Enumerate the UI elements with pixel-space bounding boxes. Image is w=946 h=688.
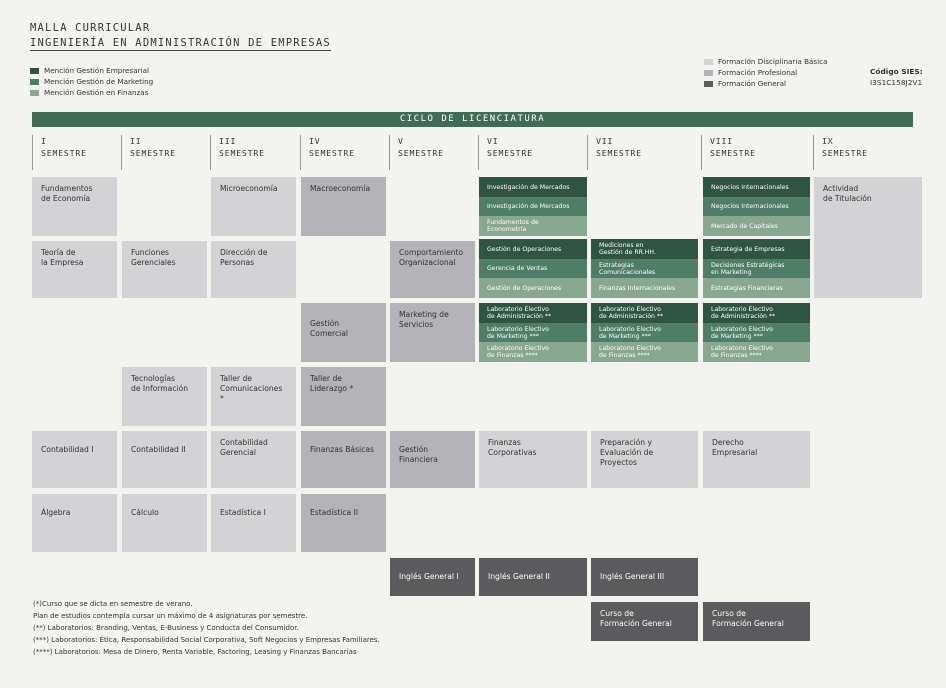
- mencion-course-finanzas[interactable]: Gestión de Operaciones: [479, 278, 587, 298]
- legend-label: Formación General: [718, 79, 787, 88]
- sies-label: Código SIES:: [870, 67, 923, 76]
- course-formacion-general-1[interactable]: Curso de Formación General: [591, 602, 698, 641]
- legend-label: Formación Profesional: [718, 68, 798, 77]
- sies-code: I3S1C158J2V1: [870, 78, 923, 87]
- mencion-stack-vi-row2: [479, 239, 587, 298]
- mencion-course-empresarial[interactable]: Laboratorio Electivo de Administración **: [591, 303, 698, 323]
- mencion-course-empresarial[interactable]: Gestión de Operaciones: [479, 239, 587, 259]
- mencion-stack-viii-row2: [703, 239, 810, 298]
- footnote-4: (***) Laboratorios: Ética, Responsabilidad Social Corporativa, Soft Negocios y Empresas Familiares.: [33, 636, 380, 644]
- mencion-stack-vi-row3: [479, 303, 587, 362]
- mencion-course-finanzas[interactable]: Laboratorio Electivo de Finanzas ****: [703, 342, 810, 362]
- course-taller-liderazgo[interactable]: Taller de Liderazgo *: [301, 367, 386, 426]
- footnote-2: Plan de estudios contempla cursar un máximo de 4 asignaturas por semestre.: [33, 612, 308, 620]
- course-gestion-financiera[interactable]: Gestión Financiera: [390, 431, 475, 488]
- mencion-course-empresarial[interactable]: Laboratorio Electivo de Administración **: [703, 303, 810, 323]
- mencion-course-finanzas[interactable]: Laboratorio Electivo de Finanzas ****: [591, 342, 698, 362]
- mencion-course-finanzas[interactable]: Finanzas Internacionales: [591, 278, 698, 298]
- swatch-basica: [704, 59, 713, 65]
- mencion-stack-viii-row1: [703, 177, 810, 236]
- course-preparacion-evaluacion-proyectos[interactable]: Preparación y Evaluación de Proyectos: [591, 431, 698, 488]
- mencion-course-marketing[interactable]: Decisiones Estratégicas en Marketing: [703, 259, 810, 278]
- mencion-course-empresarial[interactable]: Estrategia de Empresas: [703, 239, 810, 259]
- swatch-finanzas: [30, 90, 39, 96]
- course-finanzas-corporativas[interactable]: Finanzas Corporativas: [479, 431, 587, 488]
- course-actividad-titulacion[interactable]: Actividad de Titulación: [814, 177, 922, 298]
- legend-mencion-finanzas: [30, 88, 148, 97]
- mencion-course-marketing[interactable]: Laboratorio Electivo de Marketing ***: [703, 323, 810, 342]
- course-ingles-1[interactable]: Inglés General I: [390, 558, 475, 596]
- course-formacion-general-2[interactable]: Curso de Formación General: [703, 602, 810, 641]
- course-comportamiento-organizacional[interactable]: Comportamiento Organizacional: [390, 241, 475, 298]
- course-finanzas-basicas[interactable]: Finanzas Básicas: [301, 431, 386, 488]
- mencion-course-empresarial[interactable]: Investigación de Mercados: [479, 177, 587, 197]
- swatch-profesional: [704, 70, 713, 76]
- course-ingles-2[interactable]: Inglés General II: [479, 558, 587, 596]
- mencion-course-empresarial[interactable]: Laboratorio Electivo de Administración **: [479, 303, 587, 323]
- mencion-course-finanzas[interactable]: Mercado de Capitales: [703, 216, 810, 236]
- course-fundamentos-economia[interactable]: Fundamentos de Economía: [32, 177, 117, 236]
- mencion-course-finanzas[interactable]: Laboratorio Electivo de Finanzas ****: [479, 342, 587, 362]
- course-algebra[interactable]: Álgebra: [32, 494, 117, 552]
- mencion-course-finanzas[interactable]: Fundamentos de Econometría: [479, 216, 587, 236]
- course-ingles-3[interactable]: Inglés General III: [591, 558, 698, 596]
- course-calculo[interactable]: Cálculo: [122, 494, 207, 552]
- course-contabilidad-gerencial[interactable]: Contabilidad Gerencial: [211, 431, 296, 488]
- legend-formacion-basica: [704, 57, 828, 66]
- cycle-band: CICLO DE LICENCIATURA: [32, 112, 913, 127]
- legend-mencion-empresarial: [30, 66, 149, 75]
- mencion-stack-viii-row3: [703, 303, 810, 362]
- mencion-course-marketing[interactable]: Negocios Internacionales: [703, 197, 810, 216]
- mencion-stack-vi-row1: [479, 177, 587, 236]
- swatch-marketing: [30, 79, 39, 85]
- semester-header-3: III SEMESTRE: [210, 135, 265, 170]
- course-microeconomia[interactable]: Microeconomía: [211, 177, 296, 236]
- mencion-course-empresarial[interactable]: Negocios Internacionales: [703, 177, 810, 197]
- mencion-course-marketing[interactable]: Laboratorio Electivo de Marketing ***: [591, 323, 698, 342]
- course-derecho-empresarial[interactable]: Derecho Empresarial: [703, 431, 810, 488]
- course-direccion-personas[interactable]: Dirección de Personas: [211, 241, 296, 298]
- legend-formacion-general: [704, 79, 786, 88]
- course-contabilidad-1[interactable]: Contabilidad I: [32, 431, 117, 488]
- semester-header-5: V SEMESTRE: [389, 135, 444, 170]
- semester-header-7: VII SEMESTRE: [587, 135, 642, 170]
- semester-header-9: IX SEMESTRE: [813, 135, 868, 170]
- course-funciones-gerenciales[interactable]: Funciones Gerenciales: [122, 241, 207, 298]
- course-teoria-empresa[interactable]: Teoría de la Empresa: [32, 241, 117, 298]
- mencion-course-finanzas[interactable]: Estrategias Financieras: [703, 278, 810, 298]
- semester-header-8: VIII SEMESTRE: [701, 135, 756, 170]
- footnote-3: (**) Laboratorios: Branding, Ventas, E-Business y Conducta del Consumidor.: [33, 624, 299, 632]
- page-title-line1: MALLA CURRICULAR: [30, 22, 151, 34]
- mencion-stack-vii-row3: [591, 303, 698, 362]
- semester-header-1: I SEMESTRE: [32, 135, 87, 170]
- semester-header-2: II SEMESTRE: [121, 135, 176, 170]
- footnote-1: (*)Curso que se dicta en semestre de verano.: [33, 600, 193, 608]
- mencion-course-marketing[interactable]: Laboratorio Electivo de Marketing ***: [479, 323, 587, 342]
- mencion-course-empresarial[interactable]: Mediciones en Gestión de RR.HH.: [591, 239, 698, 259]
- course-marketing-servicios[interactable]: Marketing de Servicios: [390, 303, 475, 362]
- legend-label: Mención Gestión Empresarial: [44, 66, 149, 75]
- course-estadistica-2[interactable]: Estadística II: [301, 494, 386, 552]
- mencion-course-marketing[interactable]: Estrategias Comunicacionales: [591, 259, 698, 278]
- semester-header-4: IV SEMESTRE: [300, 135, 355, 170]
- legend-label: Formación Disciplinaria Básica: [718, 57, 828, 66]
- course-tecnologias-informacion[interactable]: Tecnologías de Información: [122, 367, 207, 426]
- footnote-5: (****) Laboratorios: Mesa de Dinero, Renta Variable, Factoring, Leasing y Finanzas Bancarias: [33, 648, 357, 656]
- legend-label: Mención Gestión en Finanzas: [44, 88, 149, 97]
- swatch-empresarial: [30, 68, 39, 74]
- page-title-line2: INGENIERÍA EN ADMINISTRACIÓN DE EMPRESAS: [30, 37, 331, 49]
- course-contabilidad-2[interactable]: Contabilidad II: [122, 431, 207, 488]
- course-taller-comunicaciones[interactable]: Taller de Comunicaciones *: [211, 367, 296, 426]
- legend-formacion-profesional: [704, 68, 797, 77]
- mencion-course-marketing[interactable]: Investigación de Mercados: [479, 197, 587, 216]
- mencion-course-marketing[interactable]: Gerencia de Ventas: [479, 259, 587, 278]
- course-estadistica-1[interactable]: Estadística I: [211, 494, 296, 552]
- swatch-general: [704, 81, 713, 87]
- course-gestion-comercial[interactable]: Gestión Comercial: [301, 303, 386, 362]
- mencion-stack-vii-row2: [591, 239, 698, 298]
- semester-header-6: VI SEMESTRE: [478, 135, 533, 170]
- legend-label: Mención Gestión de Marketing: [44, 77, 154, 86]
- course-macroeconomia[interactable]: Macroeconomía: [301, 177, 386, 236]
- legend-mencion-marketing: [30, 77, 153, 86]
